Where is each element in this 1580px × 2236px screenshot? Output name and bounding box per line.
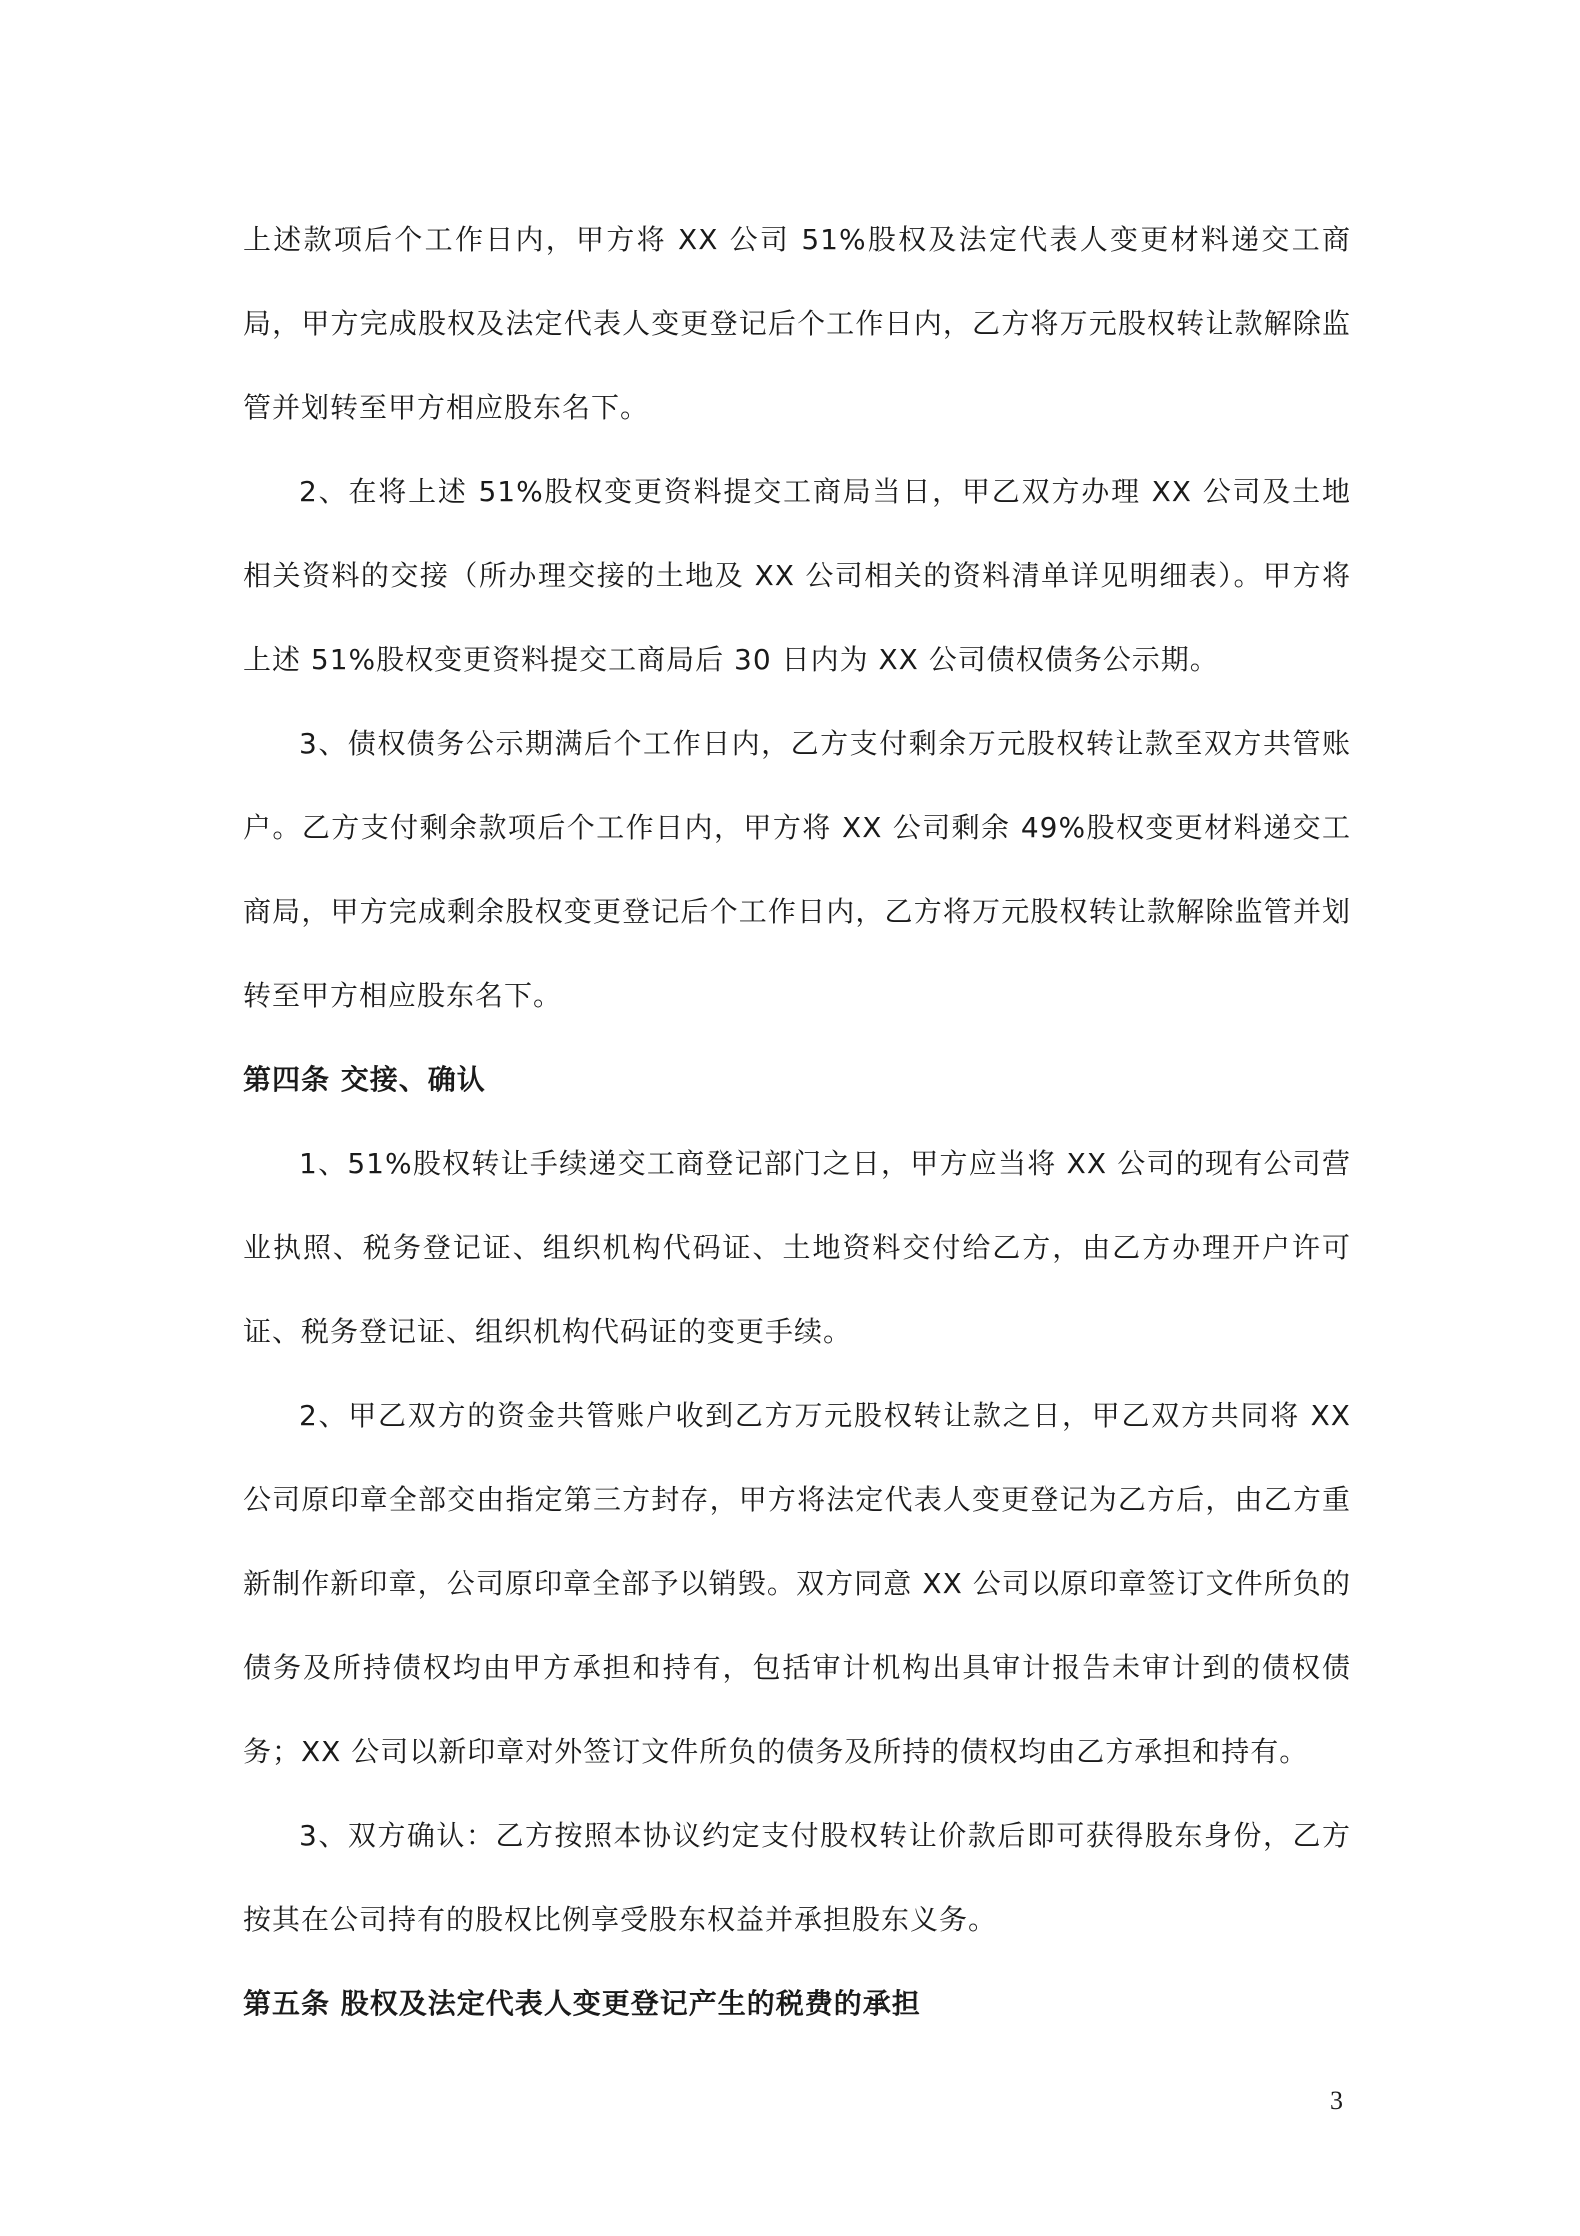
- paragraph-clause-4-2: 2、甲乙双方的资金共管账户收到乙方万元股权转让款之日，甲乙双方共同将 XX 公司原印章全部交由指定第三方封存，甲方将法定代表人变更登记为乙方后，由乙方重新制作新印章，公司原印章全部予以销毁。双方同意 XX 公司以原印章签订文件所负的债务及所持债权均由甲方承担和持有，包括审计机构出具审计报告未审计到的债权债务；XX 公司以新印章对外签订文件所负的债务及所持的债权均由乙方承担和持有。: [243, 1399, 1351, 1768]
- paragraph-clause-3-3: 3、债权债务公示期满后个工作日内，乙方支付剩余万元股权转让款至双方共管账户。乙方支付剩余款项后个工作日内，甲方将 XX 公司剩余 49%股权变更材料递交工商局，甲方完成剩余股权变更登记后个工作日内，乙方将万元股权转让款解除监管并划转至甲方相应股东名下。: [243, 727, 1351, 1012]
- document-body: [243, 198, 1351, 2046]
- paragraph-clause-3-2: 2、在将上述 51%股权变更资料提交工商局当日，甲乙双方办理 XX 公司及土地相关资料的交接（所办理交接的土地及 XX 公司相关的资料清单详见明细表）。甲方将上述 51%股权变更资料提交工商局后 30 日内为 XX 公司债权债务公示期。: [243, 475, 1351, 676]
- article-5-heading: 第五条 股权及法定代表人变更登记产生的税费的承担: [243, 1987, 921, 2020]
- paragraph-clause-4-3: 3、双方确认：乙方按照本协议约定支付股权转让价款后即可获得股东身份，乙方按其在公司持有的股权比例享受股东权益并承担股东义务。: [243, 1819, 1351, 1936]
- article-4-heading: 第四条 交接、确认: [243, 1063, 486, 1096]
- page-number: 3: [1330, 2086, 1343, 2115]
- paragraph-transfer-continuation: 上述款项后个工作日内，甲方将 XX 公司 51%股权及法定代表人变更材料递交工商局，甲方完成股权及法定代表人变更登记后个工作日内，乙方将万元股权转让款解除监管并划转至甲方相应股东名下。: [243, 223, 1351, 424]
- paragraph-clause-4-1: 1、51%股权转让手续递交工商登记部门之日，甲方应当将 XX 公司的现有公司营业执照、税务登记证、组织机构代码证、土地资料交付给乙方，由乙方办理开户许可证、税务登记证、组织机构代码证的变更手续。: [243, 1147, 1351, 1348]
